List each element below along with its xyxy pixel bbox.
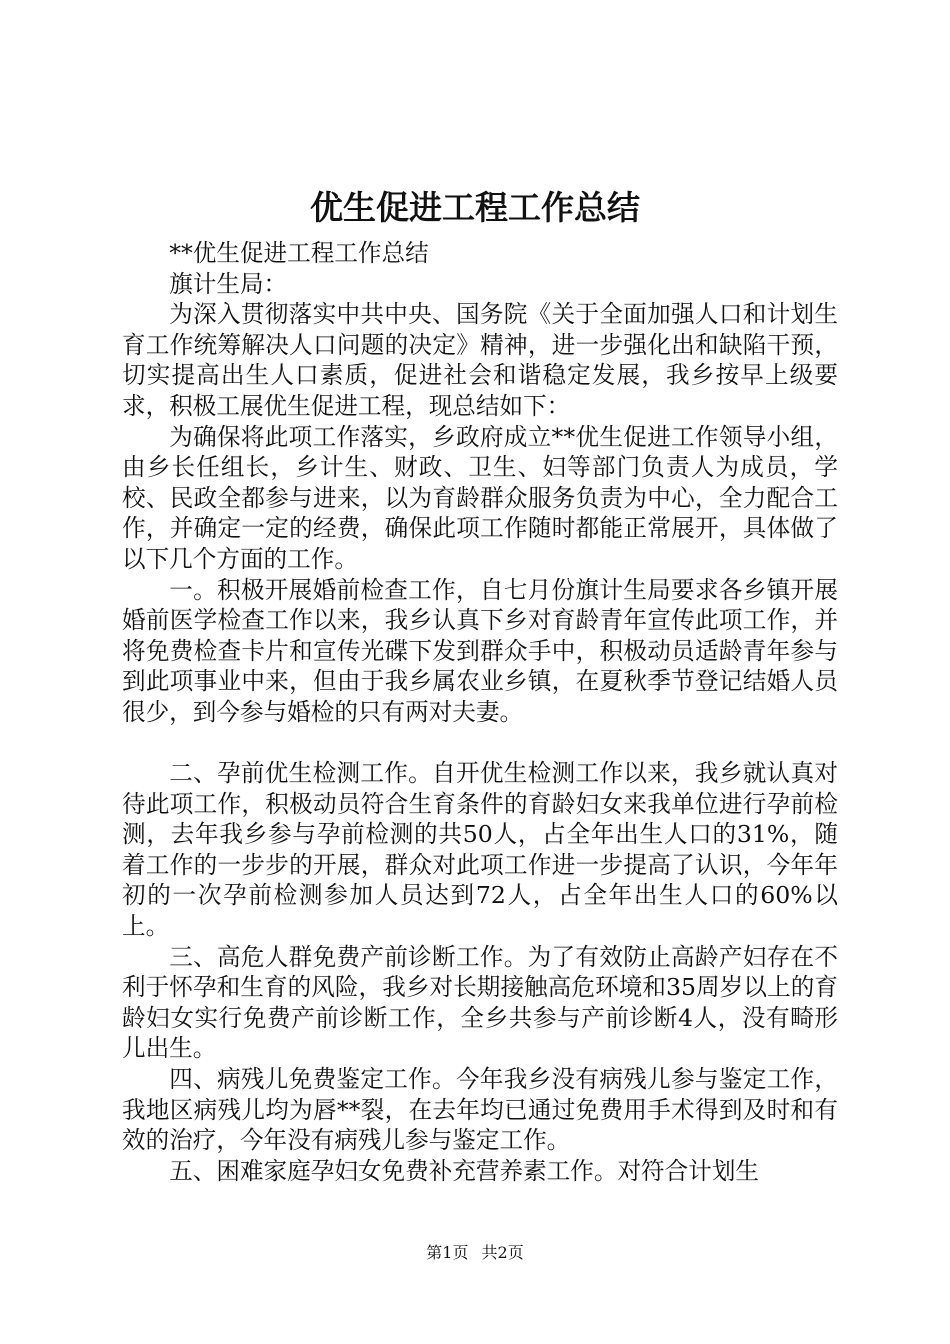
paragraph-intro: 为深入贯彻落实中共中央、国务院《关于全面加强人口和计划生育工作统筹解决人口问题的决定》精神，进一步强化出和缺陷干预，切实提高出生人口素质，促进社会和谐稳定发展，我乡按早上级要求，积极工展优生促进工程，现总结如下：	[122, 300, 838, 420]
document-title: 优生促进工程工作总结	[310, 188, 640, 227]
paragraph-disability-assessment: 四、病残儿免费鉴定工作。今年我乡没有病残儿参与鉴定工作，我地区病残儿均为唇**裂，在去年均已通过免费用手术得到及时和有效的治疗，今年没有病残儿参与鉴定工作。	[122, 1065, 838, 1155]
page-footer	[0, 1242, 950, 1264]
document-subtitle: **优生促进工程工作总结	[169, 239, 429, 267]
page-number: 第1页	[426, 1243, 469, 1262]
paragraph-premarital-check: 一。积极开展婚前检查工作，自七月份旗计生局要求各乡镇开展婚前医学检查工作以来，我乡认真下乡对育龄青年宣传此项工作，并将免费检查卡片和宣传光碟下发到群众手中，积极动员适龄青年参与到此项事业中来，但由于我乡属农业乡镇，在夏秋季节登记结婚人员很少，到今参与婚检的只有两对夫妻。	[122, 575, 838, 726]
paragraph-preconception-test: 二、孕前优生检测工作。自开优生检测工作以来，我乡就认真对待此项工作，积极动员符合生育条件的育龄妇女来我单位进行孕前检测，去年我乡参与孕前检测的共50人，占全年出生人口的31%，随着工作的一步步的开展，群众对此项工作进一步提高了认识，今年年初的一次孕前检测参加人员达到72人，占全年出生人口的60%以上。	[122, 759, 838, 941]
document-addressee: 旗计生局：	[169, 269, 288, 298]
page-total: 共2页	[481, 1243, 524, 1262]
document-body	[122, 238, 838, 1186]
paragraph-organization: 为确保将此项工作落实，乡政府成立**优生促进工作领导小组，由乡长任组长，乡计生、财政、卫生、妇等部门负责人为成员，学校、民政全都参与进来，以为育龄群众服务负责为中心，全力配合工作，并确定一定的经费，确保此项工作随时都能正常展开，具体做了以下几个方面的工作。	[122, 422, 838, 573]
paragraph-prenatal-diagnosis: 三、高危人群免费产前诊断工作。为了有效防止高龄产妇存在不利于怀孕和生育的风险，我乡对长期接触高危环境和35周岁以上的育龄妇女实行免费产前诊断工作，全乡共参与产前诊断4人，没有畸形儿出生。	[122, 942, 838, 1063]
paragraph-nutrition-supplement: 五、困难家庭孕妇女免费补充营养素工作。对符合计划生	[169, 1156, 760, 1185]
